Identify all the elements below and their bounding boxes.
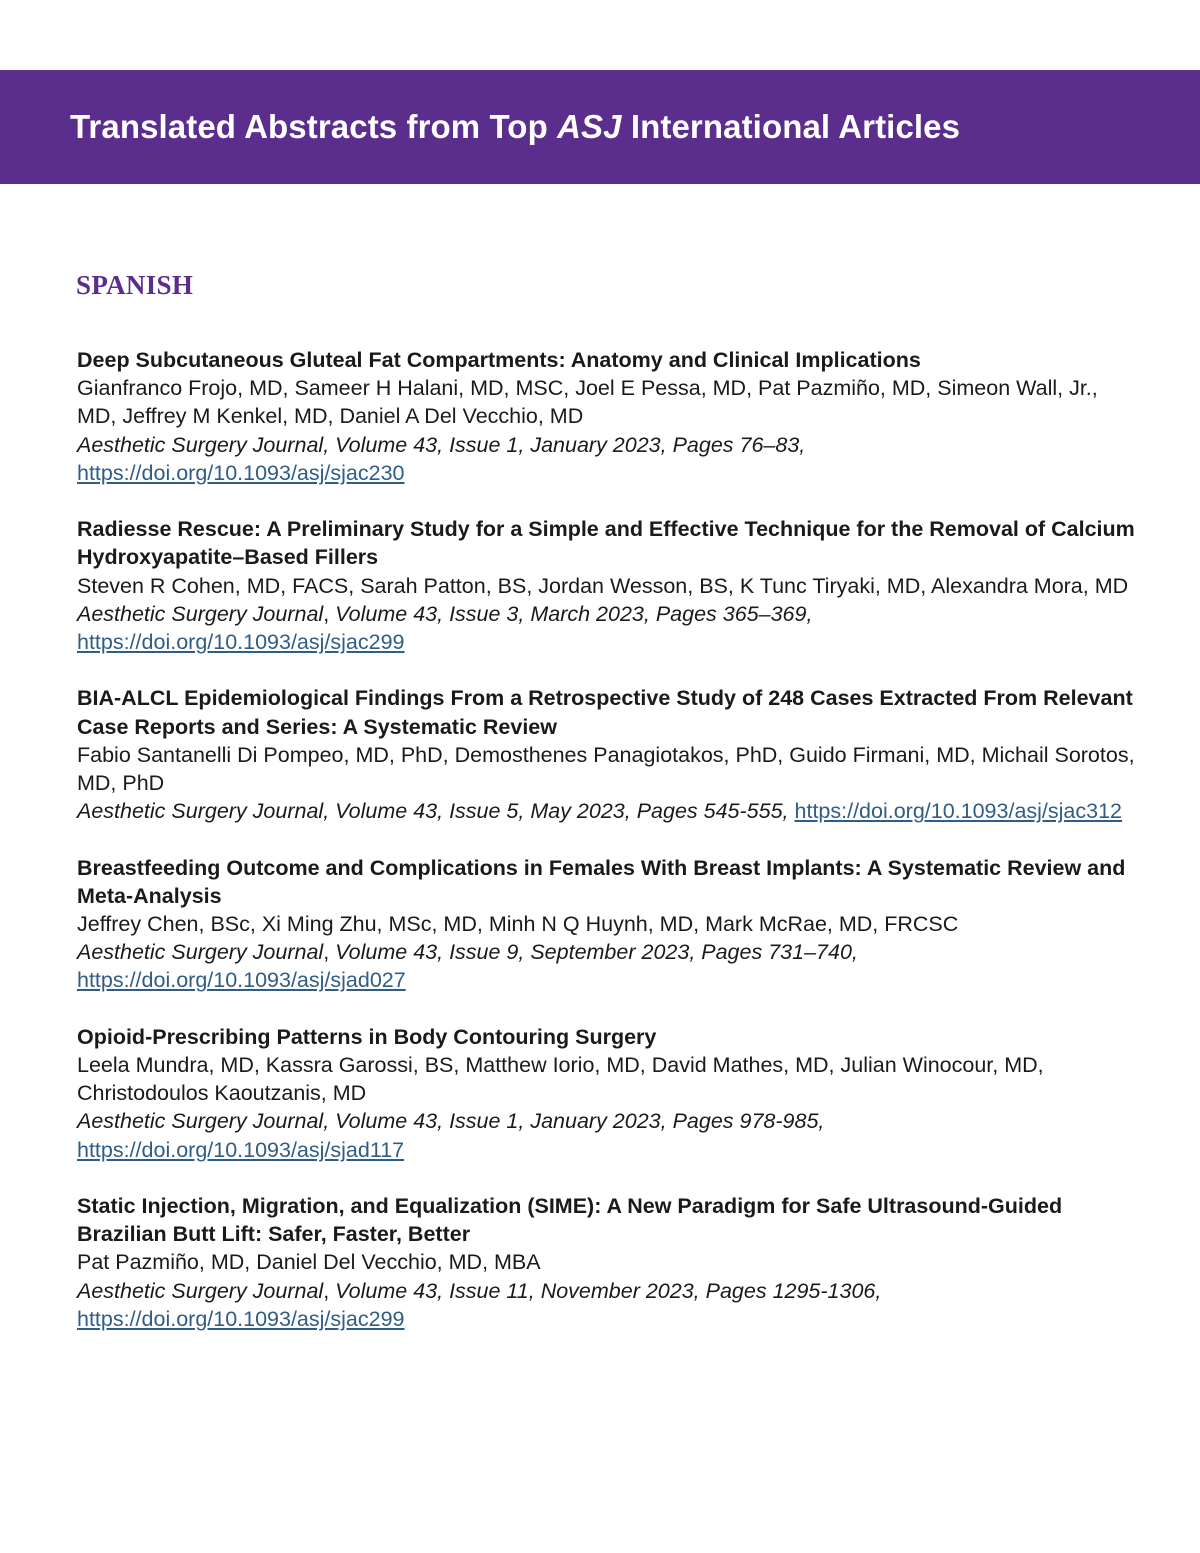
article-journal: Aesthetic Surgery Journal [77, 432, 324, 457]
article-journal: Aesthetic Surgery Journal [77, 1109, 324, 1134]
article-title: Deep Subcutaneous Gluteal Fat Compartments: Anatomy and Clinical Implications [77, 348, 921, 372]
article-details: Volume 43, Issue 3, March 2023, Pages 365–369, [335, 601, 813, 626]
article-details: Volume 43, Issue 9, September 2023, Pages 731–740, [335, 940, 858, 965]
article-journal: Aesthetic Surgery Journal [77, 601, 324, 626]
article-journal: Aesthetic Surgery Journal [77, 799, 324, 824]
article-title: Radiesse Rescue: A Preliminary Study for a Simple and Effective Technique for the Removal of Calcium Hydroxyapatite–Based Fillers [77, 517, 1135, 570]
article-citation-separator: , [323, 1278, 336, 1303]
article-journal: Aesthetic Surgery Journal [77, 940, 324, 965]
article-citation-separator: , [323, 432, 336, 457]
article-details: Volume 43, Issue 1, January 2023, Pages 76–83, [335, 432, 806, 457]
article-citation [77, 797, 1137, 825]
article-doi-link[interactable]: https://doi.org/10.1093/asj/sjad027 [77, 968, 406, 993]
article-entry [77, 515, 1137, 656]
page-title-journal: ASJ [557, 108, 622, 145]
article-details: Volume 43, Issue 5, May 2023, Pages 545-555, [335, 799, 789, 824]
page-title-prefix: Translated Abstracts from Top [70, 108, 558, 145]
article-entry [77, 1023, 1137, 1164]
article-authors: Steven R Cohen, MD, FACS, Sarah Patton, BS, Jordan Wesson, BS, K Tunc Tiryaki, MD, Alexandra Mora, MD [77, 573, 1129, 598]
article-doi-link[interactable]: https://doi.org/10.1093/asj/sjad117 [77, 1137, 405, 1162]
header-banner [0, 70, 1200, 184]
article-title: BIA-ALCL Epidemiological Findings From a Retrospective Study of 248 Cases Extracted From Relevant Case Reports and Series: A Systematic Review [77, 686, 1133, 739]
article-citation [77, 600, 1137, 656]
article-citation-separator: , [323, 799, 336, 824]
article-doi-link[interactable]: https://doi.org/10.1093/asj/sjac230 [77, 460, 405, 485]
article-citation [77, 1277, 1137, 1333]
article-authors: Jeffrey Chen, BSc, Xi Ming Zhu, MSc, MD, Minh N Q Huynh, MD, Mark McRae, MD, FRCSC [77, 912, 959, 937]
article-doi-link[interactable]: https://doi.org/10.1093/asj/sjac299 [77, 1306, 405, 1331]
page-title [70, 108, 960, 146]
article-citation-separator: , [323, 1109, 336, 1134]
article-list [77, 346, 1137, 1333]
article-citation [77, 938, 1137, 994]
article-title: Opioid-Prescribing Patterns in Body Contouring Surgery [77, 1024, 657, 1049]
article-citation-separator: , [323, 940, 336, 965]
article-entry [77, 1192, 1137, 1333]
article-entry [77, 684, 1137, 825]
article-authors: Pat Pazmiño, MD, Daniel Del Vecchio, MD, MBA [77, 1250, 541, 1275]
page-title-suffix: International Articles [621, 108, 961, 145]
article-entry [77, 346, 1137, 487]
article-authors: Leela Mundra, MD, Kassra Garossi, BS, Matthew Iorio, MD, David Mathes, MD, Julian Winocour, MD, Christodoulos Kaoutzanis, MD [77, 1053, 1044, 1106]
article-entry [77, 854, 1137, 995]
article-citation-separator: , [323, 601, 336, 626]
article-citation [77, 431, 1137, 487]
article-title: Breastfeeding Outcome and Complications in Females With Breast Implants: A Systematic Review and Meta-Analysis [77, 855, 1126, 908]
article-details: Volume 43, Issue 11, November 2023, Pages 1295-1306, [335, 1278, 882, 1303]
article-doi-link[interactable]: https://doi.org/10.1093/asj/sjac312 [794, 799, 1123, 824]
article-doi-link[interactable]: https://doi.org/10.1093/asj/sjac299 [77, 630, 405, 655]
article-citation [77, 1107, 1137, 1163]
article-journal: Aesthetic Surgery Journal [77, 1278, 324, 1303]
language-heading: SPANISH [76, 270, 194, 300]
article-authors: Gianfranco Frojo, MD, Sameer H Halani, MD, MSC, Joel E Pessa, MD, Pat Pazmiño, MD, Simeon Wall, Jr., MD, Jeffrey M Kenkel, MD, Daniel A Del Vecchio, MD [77, 376, 1098, 429]
article-title: Static Injection, Migration, and Equalization (SIME): A New Paradigm for Safe Ultrasound-Guided Brazilian Butt Lift: Safer, Faster, Better [77, 1194, 1063, 1247]
article-authors: Fabio Santanelli Di Pompeo, MD, PhD, Demosthenes Panagiotakos, PhD, Guido Firmani, MD, Michail Sorotos, MD, PhD [77, 742, 1135, 796]
article-details: Volume 43, Issue 1, January 2023, Pages 978-985, [335, 1109, 825, 1134]
